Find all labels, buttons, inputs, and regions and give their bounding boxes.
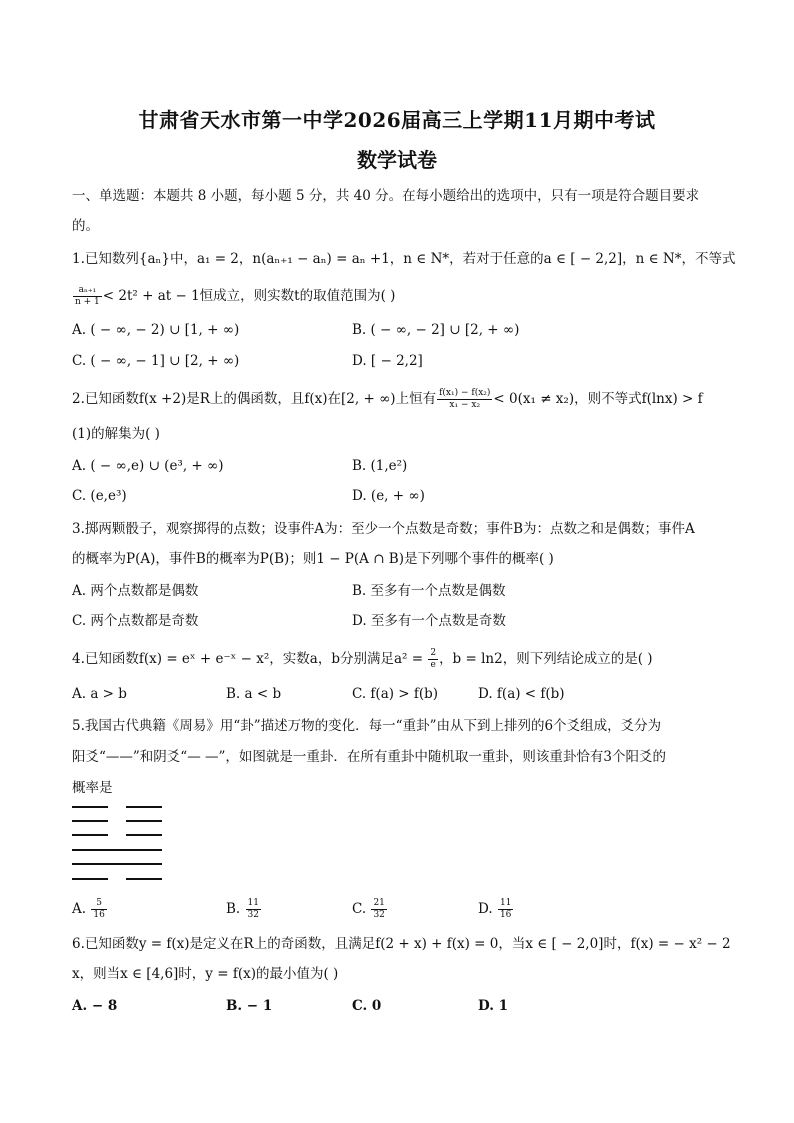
q4-option-a: A. a > b	[72, 686, 127, 702]
q5-stem-line1: 5.我国古代典籍《周易》用“卦”描述万物的变化．每一“重卦”由从下到上排列的6个爻组成，爻分为	[72, 718, 662, 734]
q5-option-a-denominator: 16	[93, 910, 105, 920]
hexagram-yin-line-top-right	[126, 806, 162, 808]
q2-option-b: B. (1,e²)	[352, 458, 408, 474]
q5-option-d-denominator: 16	[499, 910, 512, 920]
hexagram-figure	[72, 806, 164, 886]
q4-stem-pre: 4.已知函数f(x) = eˣ + e⁻ˣ − x²，实数a，b分别满足a² =	[72, 651, 428, 667]
hexagram-yang-line-5	[72, 863, 162, 865]
q4-fraction-numerator: 2	[430, 648, 437, 658]
q1-fraction-numerator: aₙ₊₁	[73, 285, 102, 297]
q1-stem-line2-text: < 2t² + at − 1恒成立，则实数t的取值范围为( )	[102, 288, 396, 304]
q6-option-a: A. − 8	[72, 998, 118, 1014]
q3-stem-line1: 3.掷两颗骰子，观察掷得的点数；设事件A为：至少一个点数是奇数；事件B为：点数之和是偶数；事件A	[72, 521, 695, 537]
q5-option-b-fraction	[246, 898, 261, 921]
hexagram-yin-line-3-left	[72, 834, 108, 836]
q5-option-b	[226, 898, 262, 921]
q5-option-d-fraction	[498, 898, 513, 921]
q2-option-d: D. (e, + ∞)	[352, 488, 425, 504]
q1-option-c: C. ( − ∞, − 1] ∪ [2, + ∞)	[72, 353, 240, 369]
q3-option-c: C. 两个点数都是奇数	[72, 613, 199, 629]
q4-option-b: B. a < b	[226, 686, 282, 702]
q5-stem-line2: 阳爻“——”和阴爻“— —”，如图就是一重卦．在所有重卦中随机取一重卦，则该重卦恰有3个阳爻的	[72, 749, 666, 765]
q2-stem-line2: (1)的解集为( )	[72, 426, 160, 442]
q5-option-b-label: B.	[226, 901, 241, 917]
q5-option-a	[72, 898, 108, 921]
hexagram-yin-line-bottom-right	[126, 878, 162, 880]
hexagram-yin-line-2-left	[72, 820, 108, 822]
q5-option-c-label: C.	[352, 901, 367, 917]
q2-fraction-denominator: x₁ − x₂	[449, 400, 481, 410]
q6-option-c: C. 0	[352, 998, 382, 1014]
q5-option-c	[352, 898, 388, 921]
q3-option-a: A. 两个点数都是偶数	[72, 583, 199, 599]
q6-stem-line2: x，则当x ∈ [4,6]时，y = f(x)的最小值为( )	[72, 966, 339, 982]
q5-option-c-fraction	[371, 898, 386, 921]
hexagram-yang-line-4	[72, 849, 162, 851]
exam-subtitle: 数学试卷	[357, 148, 437, 172]
q4-option-c: C. f(a) > f(b)	[352, 686, 439, 702]
section-heading-line1: 一、单选题：本题共 8 小题，每小题 5 分，共 40 分。在每小题给出的选项中，只有一项是符合题目要求	[72, 188, 700, 204]
q5-stem-line3: 概率是	[72, 780, 113, 796]
q5-option-c-denominator: 32	[373, 910, 385, 920]
q5-option-d-numerator: 11	[499, 898, 512, 908]
q1-stem-line1: 1.已知数列{aₙ}中，a₁ = 2，n(aₙ₊₁ − aₙ) = aₙ +1，n ∈ N*，若对于任意的a ∈ [ − 2,2]，n ∈ N*，不等式	[72, 251, 736, 267]
q5-option-b-denominator: 32	[247, 910, 259, 920]
q1-option-b: B. ( − ∞, − 2] ∪ [2, + ∞)	[352, 322, 520, 338]
hexagram-yin-line-top-left	[72, 806, 108, 808]
q5-option-c-numerator: 21	[373, 898, 385, 908]
q5-option-a-fraction	[91, 898, 106, 921]
q4-stem-line1	[72, 648, 722, 671]
q3-option-d: D. 至多有一个点数是奇数	[352, 613, 506, 629]
q4-option-d: D. f(a) < f(b)	[478, 686, 565, 702]
q3-stem-line2: 的概率为P(A)，事件B的概率为P(B)；则1 − P(A ∩ B)是下列哪个事件的概率( )	[72, 551, 554, 567]
q1-fraction-denominator: n + 1	[75, 297, 100, 307]
q4-fraction	[428, 648, 438, 671]
q5-option-a-numerator: 5	[91, 898, 106, 910]
q6-option-d: D. 1	[478, 998, 509, 1014]
q2-option-a: A. ( − ∞,e) ∪ (e³, + ∞)	[72, 458, 224, 474]
exam-title: 甘肃省天水市第一中学2026届高三上学期11月期中考试	[138, 108, 656, 132]
q1-fraction	[73, 285, 102, 308]
q2-option-c: C. (e,e³)	[72, 488, 127, 504]
q1-option-d: D. [ − 2,2]	[352, 353, 423, 369]
q6-stem-line1: 6.已知函数y = f(x)是定义在R上的奇函数，且满足f(2 + x) + f(x) = 0，当x ∈ [ − 2,0]时，f(x) = − x² − 2	[72, 936, 731, 952]
section-heading-line2: 的。	[72, 218, 99, 234]
hexagram-yin-line-2-right	[126, 820, 162, 822]
q1-option-a: A. ( − ∞, − 2) ∪ [1, + ∞)	[72, 322, 240, 338]
q2-fraction	[437, 388, 492, 411]
hexagram-yin-line-bottom-left	[72, 878, 108, 880]
q2-stem-line1	[72, 388, 722, 411]
q5-option-b-numerator: 11	[247, 898, 259, 908]
q1-stem-line2	[72, 285, 722, 308]
q4-fraction-denominator: e	[430, 660, 436, 670]
q2-stem-pre: 2.已知函数f(x +2)是R上的偶函数，且f(x)在[2, + ∞)上恒有	[72, 391, 437, 407]
q2-stem-post: < 0(x₁ ≠ x₂)，则不等式f(lnx) > f	[493, 391, 703, 407]
q3-option-b: B. 至多有一个点数是偶数	[352, 583, 506, 599]
q4-stem-post: ，b = ln2，则下列结论成立的是( )	[439, 651, 653, 667]
q6-option-b: B. − 1	[226, 998, 273, 1014]
q5-option-d-label: D.	[478, 901, 493, 917]
hexagram-yin-line-3-right	[126, 834, 162, 836]
q5-option-a-label: A.	[72, 901, 87, 917]
q2-fraction-numerator: f(x₁) − f(x₂)	[439, 388, 491, 398]
q5-option-d	[478, 898, 514, 921]
